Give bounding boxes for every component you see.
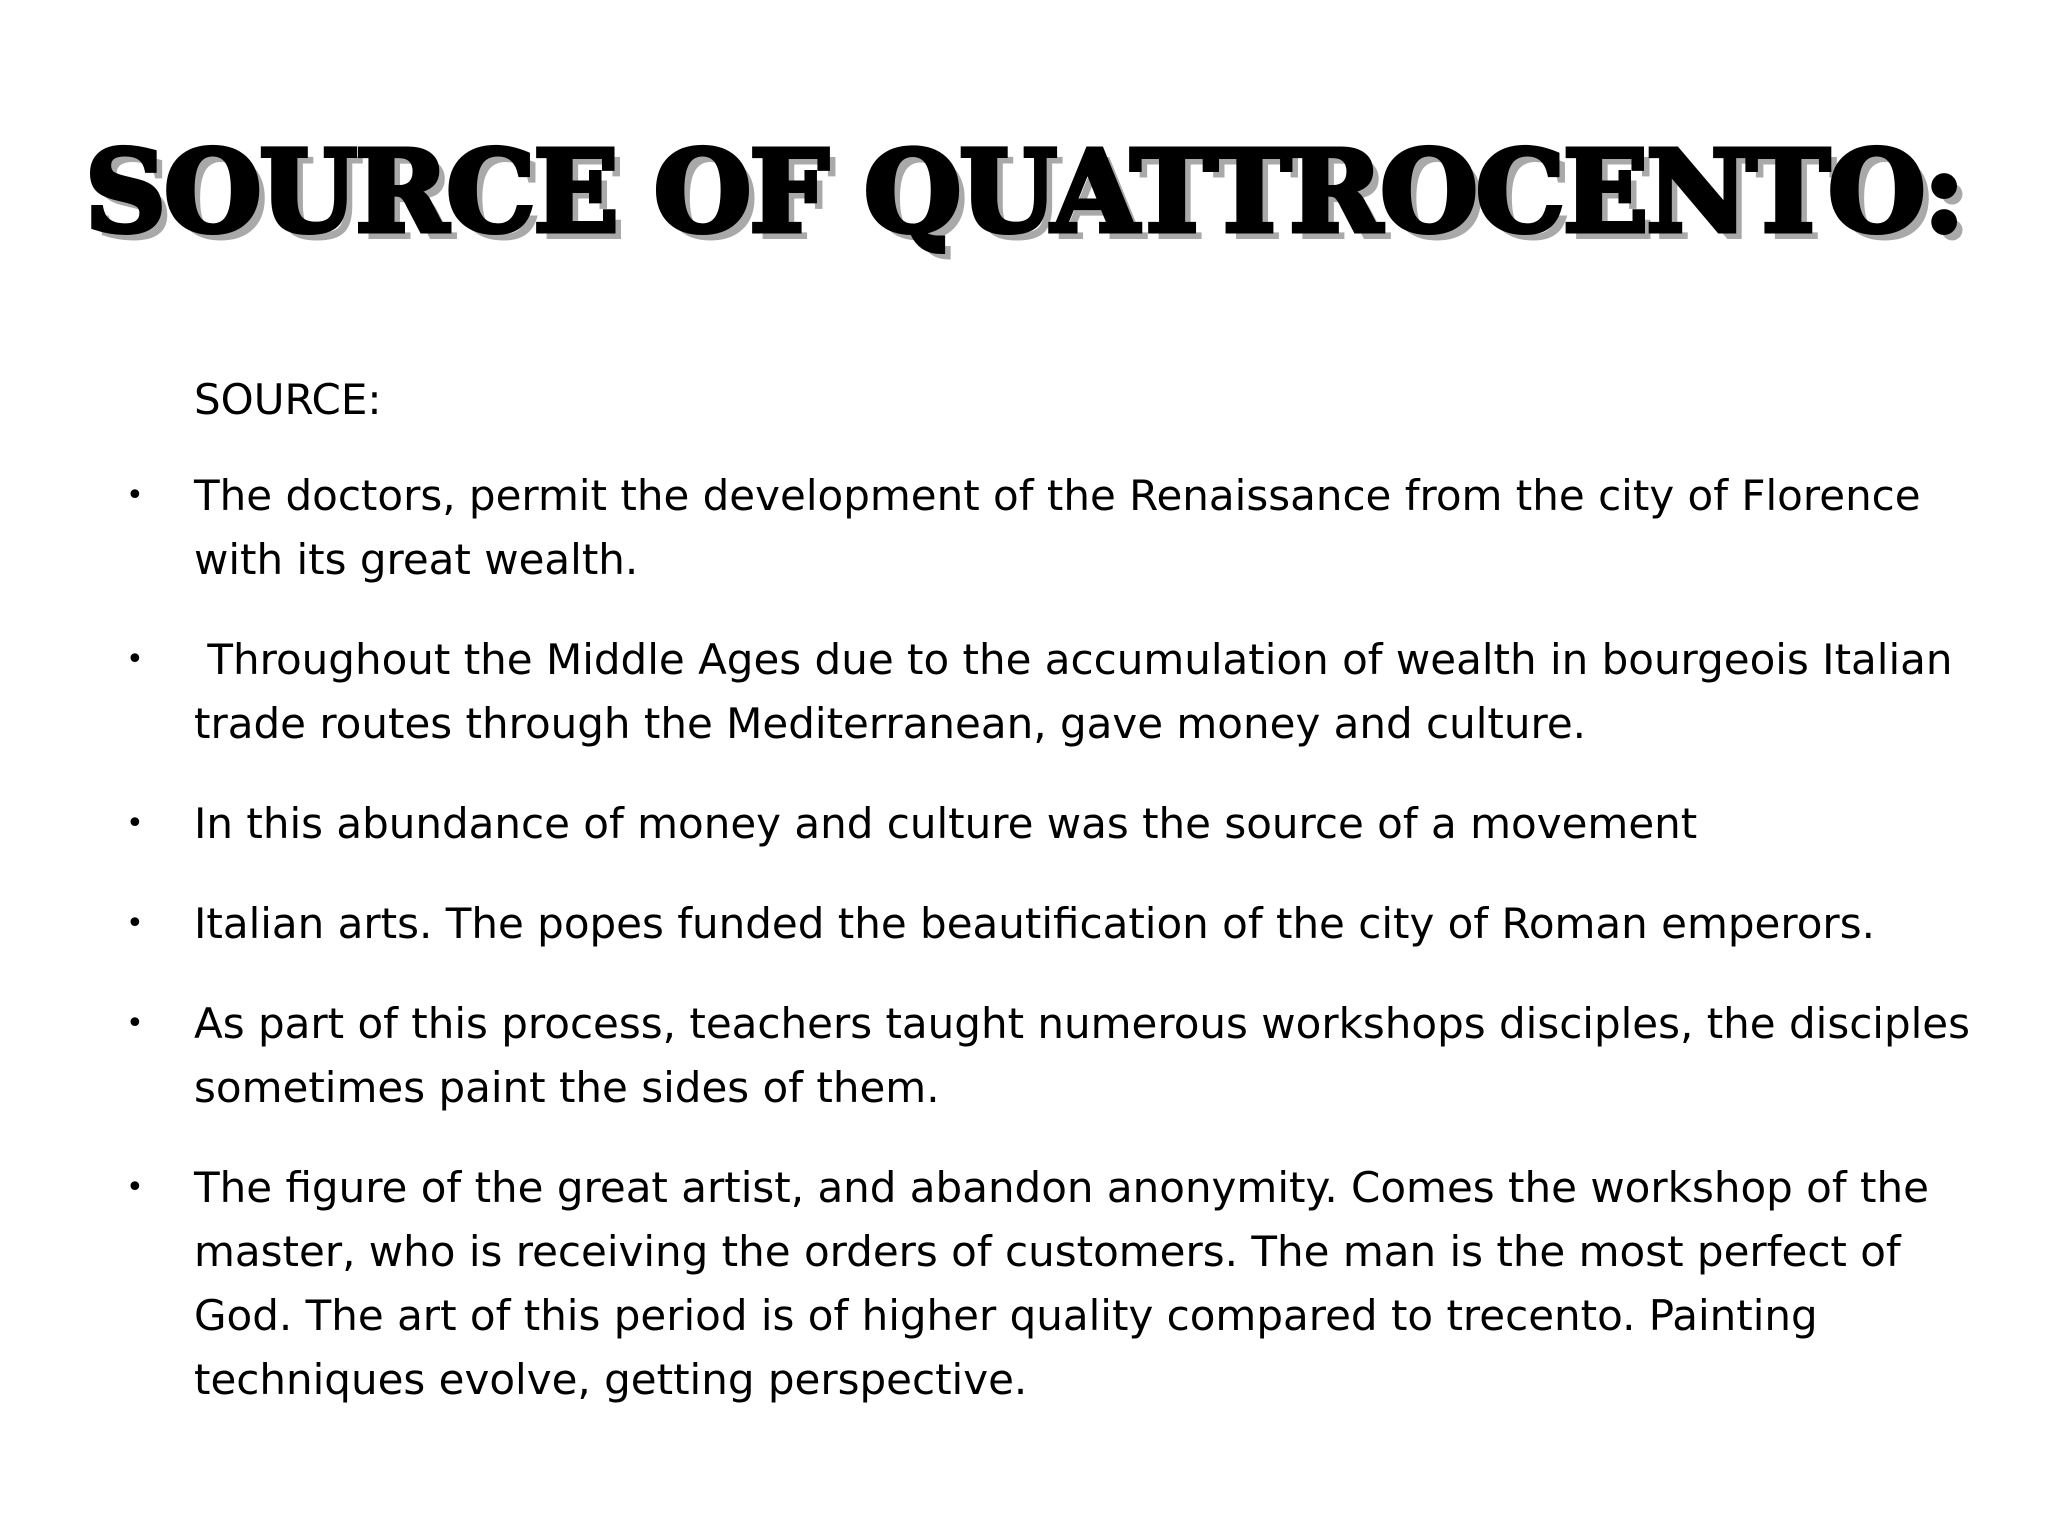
bullet-item: [120, 892, 2000, 956]
bullet-text: In this abundance of money and culture was the source of a movement: [194, 799, 1698, 848]
bullet-dot-icon: •: [126, 906, 144, 941]
bullet-dot-icon: •: [126, 806, 144, 841]
bullet-text: As part of this process, teachers taught numerous workshops disciples, the disciples sometimes paint the sides of them.: [194, 999, 1971, 1112]
bullet-item: [120, 992, 2000, 1120]
bullet-dot-icon: •: [126, 1170, 144, 1205]
source-subheading: SOURCE:: [194, 375, 382, 424]
bullet-text: The figure of the great artist, and abandon anonymity. Comes the workshop of the master, who is receiving the orders of customers. The man is the most perfect of God. The art of this period is of higher quality compared to trecento. Painting techniques evolve, getting perspective.: [194, 1163, 1929, 1404]
bullet-item: [120, 628, 2000, 756]
bullet-dot-icon: •: [126, 1006, 144, 1041]
bullet-item: [120, 1156, 2000, 1412]
bullet-text: Italian arts. The popes funded the beautification of the city of Roman emperors.: [194, 899, 1875, 948]
bullet-list: [120, 464, 2000, 1448]
bullet-dot-icon: •: [126, 642, 144, 677]
slide-title: SOURCE OF QUATTROCENTO:: [85, 127, 1963, 258]
bullet-dot-icon: •: [126, 478, 144, 513]
bullet-text: The doctors, permit the development of the Renaissance from the city of Florence with its great wealth.: [194, 471, 1921, 584]
bullet-item: [120, 792, 2000, 856]
bullet-item: [120, 464, 2000, 592]
bullet-text: Throughout the Middle Ages due to the accumulation of wealth in bourgeois Italian trade routes through the Mediterranean, gave money and culture.: [194, 635, 1966, 748]
